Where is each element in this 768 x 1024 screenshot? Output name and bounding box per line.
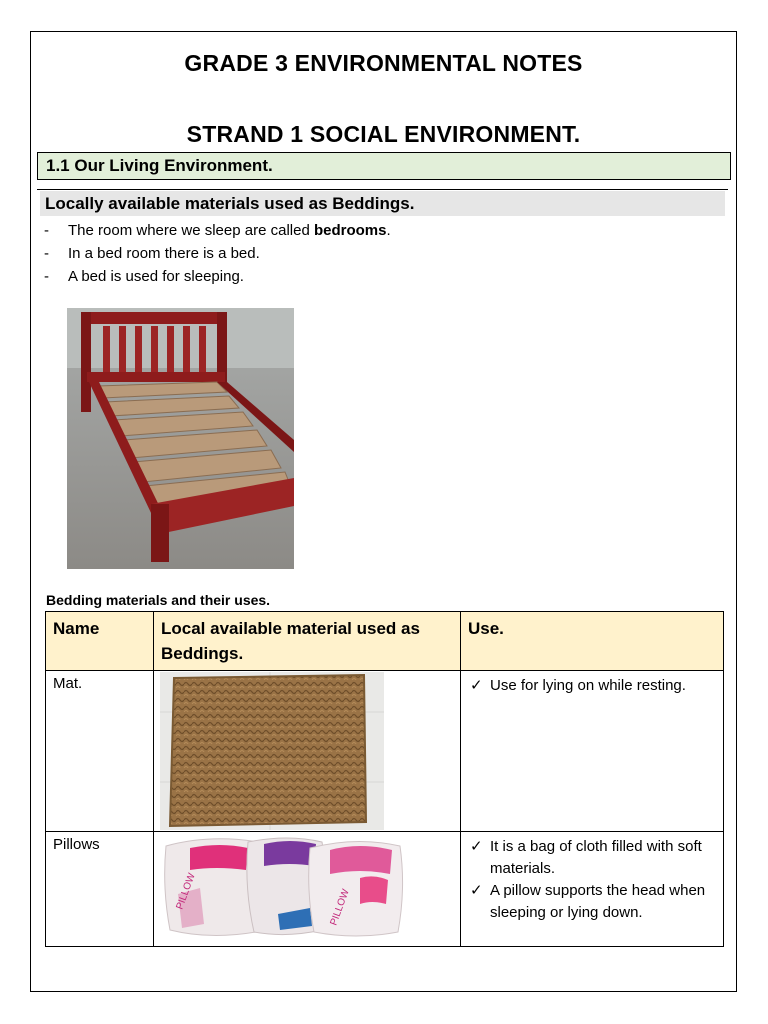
section-heading: 1.1 Our Living Environment. (37, 152, 731, 180)
check-icon: ✓ (470, 677, 483, 694)
intro-text: . (386, 222, 391, 239)
table-row (46, 832, 724, 947)
use-text: Use for lying on while resting. (490, 677, 686, 694)
use-item (468, 880, 716, 924)
subheading: Locally available materials used as Beddings. (40, 191, 725, 216)
intro-item (44, 265, 391, 288)
row-name: Pillows (46, 832, 154, 947)
strand-title: STRAND 1 SOCIAL ENVIRONMENT. (186, 121, 581, 147)
intro-text: A bed is used for sleeping. (68, 268, 244, 285)
intro-list (44, 219, 391, 288)
table-row (46, 671, 724, 832)
header-material: Local available material used as Beddings. (154, 612, 461, 671)
intro-item (44, 242, 391, 265)
intro-text: In a bed room there is a bed. (68, 245, 260, 262)
row-name: Mat. (46, 671, 154, 832)
intro-bold-term: bedrooms (313, 222, 387, 239)
use-list (468, 836, 716, 924)
dash-bullet: - (44, 268, 49, 285)
row-use (461, 671, 724, 832)
intro-item (44, 219, 391, 242)
use-list (468, 675, 716, 697)
divider (37, 189, 728, 190)
use-text: A pillow supports the head when sleeping or lying down. (490, 882, 706, 921)
use-item (468, 836, 716, 880)
use-item (468, 675, 716, 697)
svg-text:PILLOW: PILLOW (174, 871, 198, 912)
row-use (461, 832, 724, 947)
material-image-cell (154, 671, 461, 832)
bedding-table (45, 611, 724, 947)
pillows-image (160, 834, 405, 940)
table-header-row (46, 612, 724, 671)
mat-image (160, 672, 384, 830)
dash-bullet: - (44, 222, 49, 239)
svg-text:PILLOW: PILLOW (328, 887, 352, 928)
material-image-cell (154, 832, 461, 947)
use-text: It is a bag of cloth filled with soft materials. (490, 838, 702, 877)
check-icon: ✓ (470, 882, 483, 899)
table-caption: Bedding materials and their uses. (46, 592, 271, 608)
check-icon: ✓ (470, 838, 483, 855)
intro-text: The room where we sleep are called (68, 222, 314, 239)
header-name: Name (46, 612, 154, 671)
dash-bullet: - (44, 245, 49, 262)
bed-photo (67, 308, 294, 569)
document-title: GRADE 3 ENVIRONMENTAL NOTES (184, 50, 583, 76)
header-use: Use. (461, 612, 724, 671)
